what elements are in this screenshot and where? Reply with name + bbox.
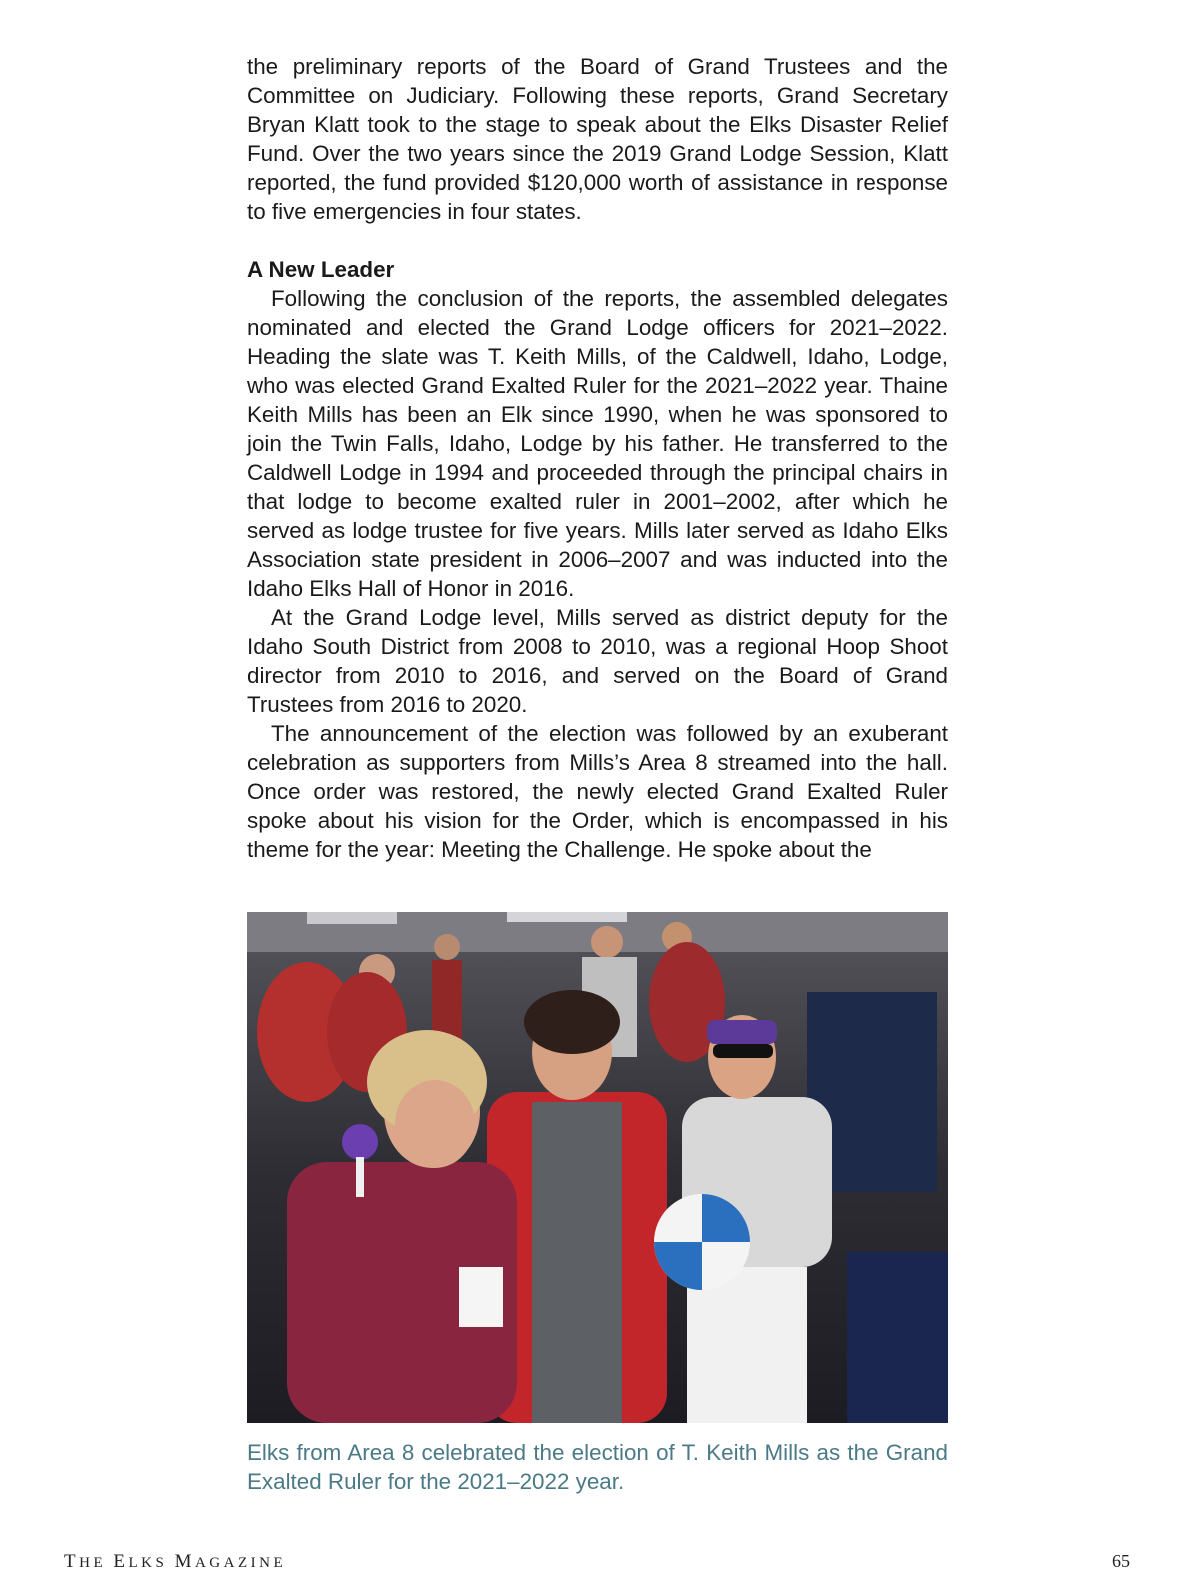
paragraph-1: the preliminary reports of the Board of Grand Trustees and the Committee on Judiciary. Following these reports, Grand Secretary Bryan Klatt took to the stage to speak about the Elks Disaster Relief Fund. Over the two years since the 2019 Grand Lodge Session, Klatt reported, the fund provided $120,000 worth of assistance in response to five emergencies in four states.: [247, 54, 948, 224]
page-number: 65: [1112, 1551, 1130, 1571]
paragraph-3: At the Grand Lodge level, Mills served as district deputy for the Idaho South District from 2008 to 2010, was a regional Hoop Shoot director from 2010 to 2016, and served on the Board of Grand Trustees from 2016 to 2020.: [247, 605, 948, 717]
magazine-name: THE ELKS MAGAZINE: [64, 1551, 287, 1572]
paragraph-2: Following the conclusion of the reports, the assembled delegates nominated and elected the Grand Lodge officers for 2021–2022. Heading the slate was T. Keith Mills, of the Caldwell, Idaho, Lodge, who was elected Grand Exalted Ruler for the 2021–2022 year. Thaine Keith Mills has been an Elk since 1990, when he was sponsored to join the Twin Falls, Idaho, Lodge by his father. He transferred to the Caldwell Lodge in 1994 and proceeded through the principal chairs in that lodge to become exalted ruler in 2001–2002, after which he served as lodge trustee for five years. Mills later served as Idaho Elks Association state president in 2006–2007 and was inducted into the Idaho Elks Hall of Honor in 2016.: [247, 286, 948, 601]
paragraph-4: The announcement of the election was followed by an exuberant celebration as supporters from Mills’s Area 8 streamed into the hall. Once order was restored, the newly elected Grand Exalted Ruler spoke about his vision for the Order, which is encompassed in his theme for the year: Meeting the Challenge. He spoke about the: [247, 721, 948, 862]
article-column: [247, 52, 948, 864]
celebration-photo: [247, 912, 948, 1423]
subheading: A New Leader: [247, 257, 395, 282]
photo-caption: Elks from Area 8 celebrated the election of T. Keith Mills as the Grand Exalted Ruler for the 2021–2022 year.: [247, 1440, 948, 1494]
